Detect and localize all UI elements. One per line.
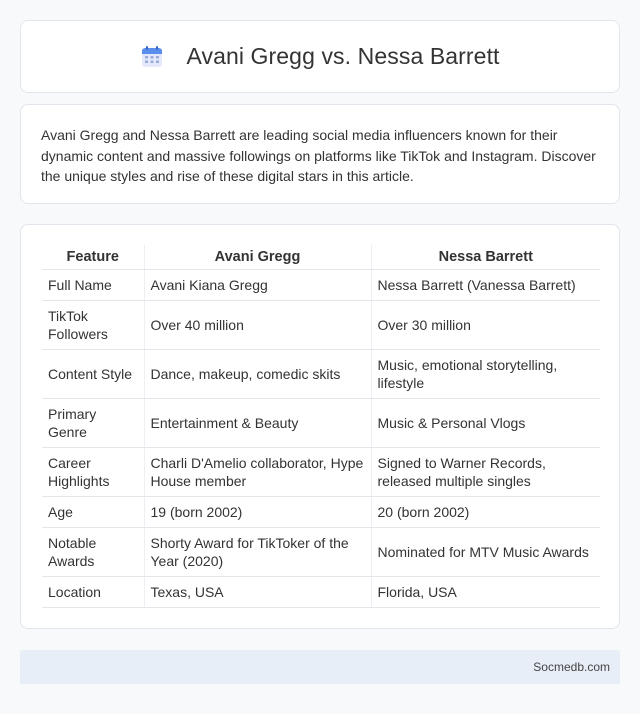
row-avani: Entertainment & Beauty — [144, 399, 371, 448]
header-avani: Avani Gregg — [144, 245, 371, 270]
row-avani: Avani Kiana Gregg — [144, 270, 371, 301]
row-nessa: Florida, USA — [371, 577, 600, 608]
intro-card — [20, 104, 620, 204]
row-nessa: Music & Personal Vlogs — [371, 399, 600, 448]
page-title: Avani Gregg vs. Nessa Barrett — [186, 43, 500, 69]
row-nessa: Music, emotional storytelling, lifestyle — [371, 350, 600, 399]
footer-site-link[interactable]: Socmedb.com — [533, 660, 610, 674]
row-avani: Over 40 million — [144, 301, 371, 350]
row-avani: Dance, makeup, comedic skits — [144, 350, 371, 399]
intro-text: Avani Gregg and Nessa Barrett are leading social media influencers known for their dynamic content and massive followings on platforms like TikTok and Instagram. Discover the unique styles and rise of these digital stars in this article. — [41, 127, 596, 184]
row-avani: Texas, USA — [144, 577, 371, 608]
table-row — [42, 448, 600, 497]
row-avani: 19 (born 2002) — [144, 497, 371, 528]
calendar-icon — [140, 45, 164, 69]
row-feature: Age — [42, 497, 144, 528]
comparison-table — [42, 245, 600, 608]
footer — [20, 650, 620, 684]
header-nessa: Nessa Barrett — [371, 245, 600, 270]
table-row — [42, 301, 600, 350]
row-feature: Location — [42, 577, 144, 608]
row-nessa: 20 (born 2002) — [371, 497, 600, 528]
row-feature: TikTok Followers — [42, 301, 144, 350]
table-card — [20, 224, 620, 629]
row-feature: Content Style — [42, 350, 144, 399]
row-nessa: Over 30 million — [371, 301, 600, 350]
table-header-row — [42, 245, 600, 270]
table-row — [42, 350, 600, 399]
row-feature: Notable Awards — [42, 528, 144, 577]
title-card — [20, 20, 620, 93]
row-avani: Charli D'Amelio collaborator, Hype House member — [144, 448, 371, 497]
table-row — [42, 497, 600, 528]
row-feature: Primary Genre — [42, 399, 144, 448]
row-nessa: Nominated for MTV Music Awards — [371, 528, 600, 577]
row-feature: Career Highlights — [42, 448, 144, 497]
row-feature: Full Name — [42, 270, 144, 301]
table-row — [42, 399, 600, 448]
row-nessa: Signed to Warner Records, released multiple singles — [371, 448, 600, 497]
table-row — [42, 577, 600, 608]
row-nessa: Nessa Barrett (Vanessa Barrett) — [371, 270, 600, 301]
title-wrap — [140, 43, 499, 70]
table-row — [42, 528, 600, 577]
table-row — [42, 270, 600, 301]
row-avani: Shorty Award for TikToker of the Year (2020) — [144, 528, 371, 577]
header-feature: Feature — [42, 245, 144, 270]
